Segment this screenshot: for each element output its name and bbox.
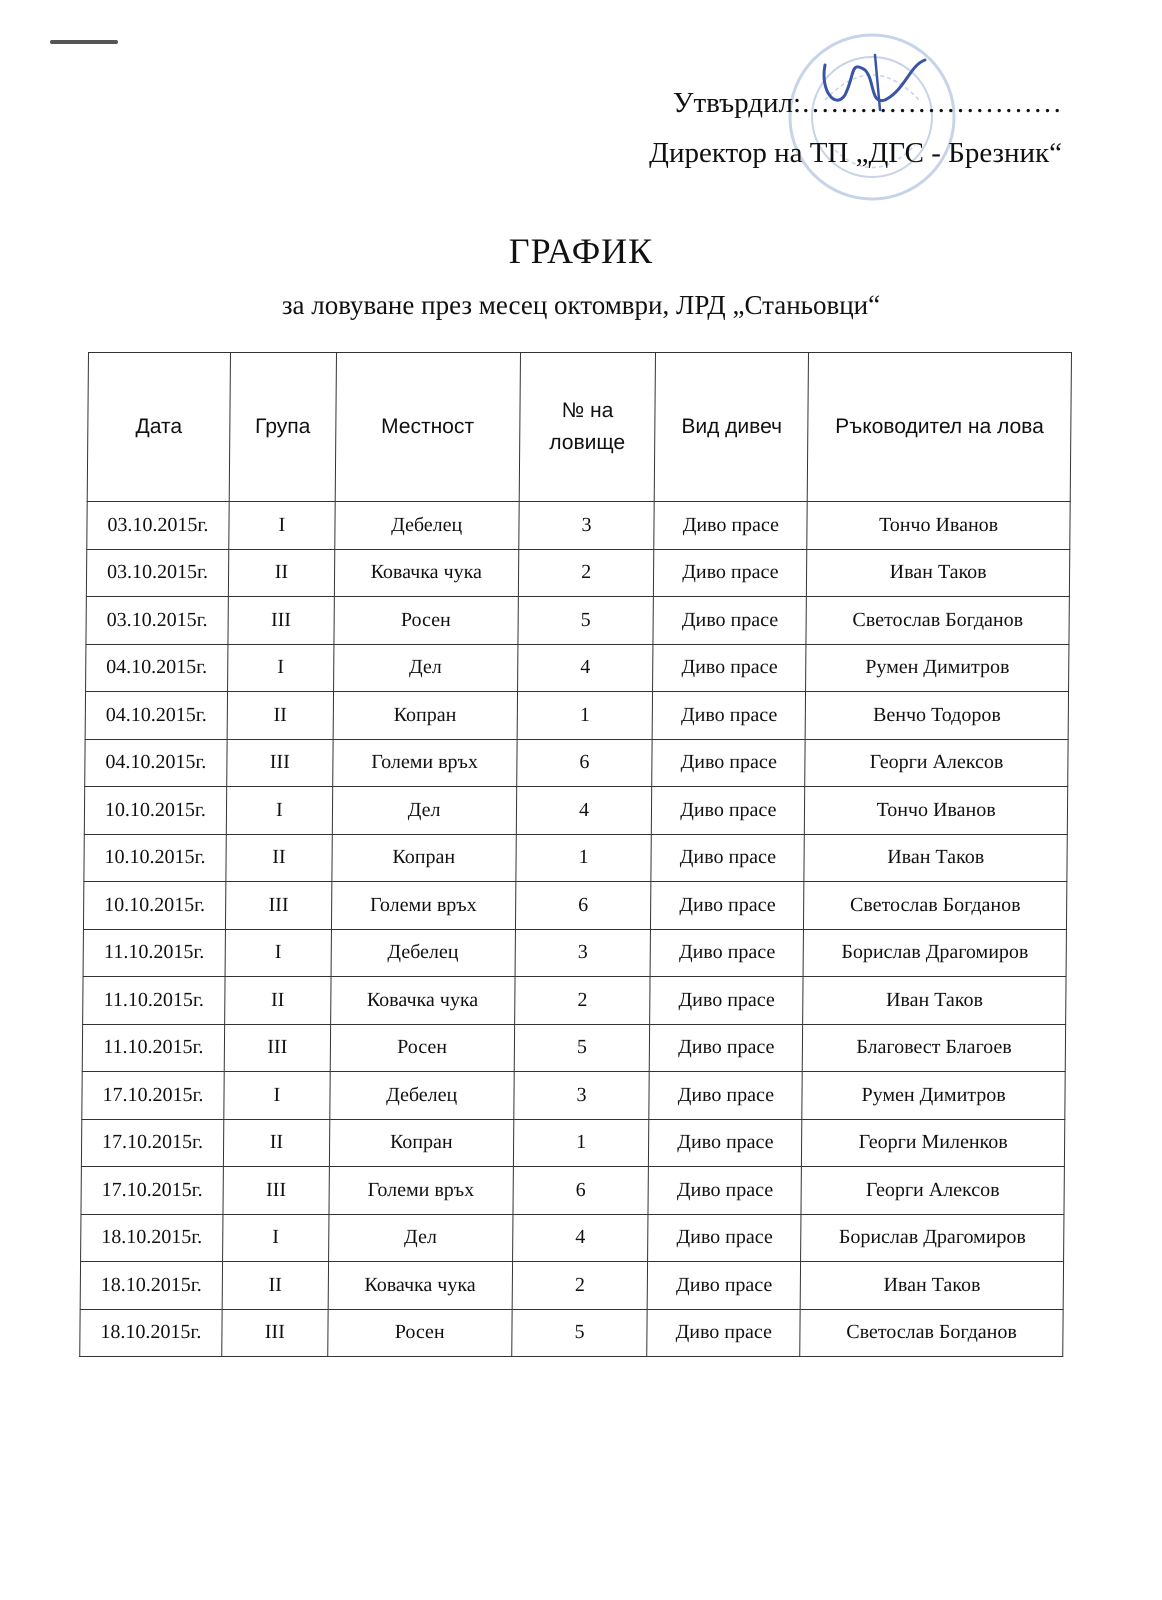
table-body xyxy=(80,502,1070,1357)
hunting-ground-cell: 3 xyxy=(518,502,654,550)
approved-by-line: Утвърдил:……………………… xyxy=(672,87,1062,119)
group-cell: III xyxy=(223,1167,329,1215)
game-type-cell: Диво прасе xyxy=(647,1309,800,1357)
game-type-cell: Диво прасе xyxy=(652,787,805,835)
game-type-cell: Диво прасе xyxy=(651,882,804,930)
date-cell: 10.10.2015г. xyxy=(84,834,226,882)
date-cell: 04.10.2015г. xyxy=(86,644,228,692)
date-cell: 18.10.2015г. xyxy=(80,1262,222,1310)
hunting-ground-cell: 4 xyxy=(512,1214,648,1262)
director-line: Директор на ТП „ДГС - Брезник“ xyxy=(649,137,1062,169)
hunt-leader-cell: Иван Таков xyxy=(807,549,1070,597)
table-row xyxy=(86,549,1069,597)
locality-cell: Големи връх xyxy=(329,1167,513,1215)
locality-cell: Дел xyxy=(333,644,517,692)
game-type-cell: Диво прасе xyxy=(652,739,805,787)
hunting-ground-cell: 3 xyxy=(515,929,651,977)
game-type-cell: Диво прасе xyxy=(650,1024,803,1072)
hunting-ground-cell: 5 xyxy=(511,1309,647,1357)
table-row xyxy=(83,977,1066,1025)
group-cell: III xyxy=(225,882,331,930)
hunt-leader-cell: Благовест Благоев xyxy=(802,1024,1065,1072)
table-row xyxy=(83,882,1066,930)
locality-cell: Дел xyxy=(328,1214,512,1262)
approval-block xyxy=(649,78,1062,178)
locality-cell: Росен xyxy=(334,597,518,645)
column-header-hunt-leader: Ръководител на лова xyxy=(807,353,1071,502)
hunt-leader-cell: Светослав Богданов xyxy=(806,597,1069,645)
game-type-cell: Диво прасе xyxy=(648,1214,801,1262)
group-cell: I xyxy=(226,787,332,835)
header-row xyxy=(87,353,1071,502)
date-cell: 10.10.2015г. xyxy=(84,787,226,835)
scan-artifact-line xyxy=(50,40,118,44)
table-row xyxy=(81,1119,1064,1167)
date-cell: 03.10.2015г. xyxy=(86,597,228,645)
game-type-cell: Диво прасе xyxy=(654,502,807,550)
date-cell: 11.10.2015г. xyxy=(83,977,225,1025)
locality-cell: Росен xyxy=(330,1024,514,1072)
group-cell: II xyxy=(228,549,334,597)
table-row xyxy=(82,1024,1065,1072)
hunt-leader-cell: Румен Димитров xyxy=(802,1072,1065,1120)
table-row xyxy=(85,739,1068,787)
hunting-ground-cell: 1 xyxy=(513,1119,649,1167)
table-header xyxy=(87,353,1071,502)
column-header-group: Група xyxy=(229,353,336,502)
date-cell: 10.10.2015г. xyxy=(83,882,225,930)
hunt-leader-cell: Георги Алексов xyxy=(801,1167,1064,1215)
locality-cell: Големи връх xyxy=(333,739,517,787)
date-cell: 18.10.2015г. xyxy=(81,1214,223,1262)
table-row xyxy=(86,597,1069,645)
hunt-leader-cell: Борислав Драгомиров xyxy=(803,929,1066,977)
group-cell: III xyxy=(224,1024,330,1072)
game-type-cell: Диво прасе xyxy=(649,1072,802,1120)
hunt-leader-cell: Георги Миленков xyxy=(802,1119,1065,1167)
hunt-leader-cell: Румен Димитров xyxy=(806,644,1069,692)
locality-cell: Дел xyxy=(332,787,516,835)
group-cell: II xyxy=(223,1119,329,1167)
group-cell: I xyxy=(227,644,333,692)
group-cell: I xyxy=(222,1214,328,1262)
game-type-cell: Диво прасе xyxy=(650,977,803,1025)
column-header-game-type: Вид дивеч xyxy=(655,353,809,502)
game-type-cell: Диво прасе xyxy=(654,549,807,597)
group-cell: III xyxy=(227,739,333,787)
hunt-leader-cell: Иван Таков xyxy=(800,1262,1063,1310)
group-cell: II xyxy=(226,834,332,882)
locality-cell: Дебелец xyxy=(331,929,515,977)
hunting-ground-cell: 1 xyxy=(517,692,653,740)
table-row xyxy=(80,1262,1063,1310)
hunt-leader-cell: Борислав Драгомиров xyxy=(801,1214,1064,1262)
date-cell: 11.10.2015г. xyxy=(83,929,225,977)
group-cell: II xyxy=(227,692,333,740)
hunting-ground-cell: 2 xyxy=(514,977,650,1025)
group-cell: II xyxy=(222,1262,328,1310)
hunting-ground-cell: 6 xyxy=(515,882,651,930)
game-type-cell: Диво прасе xyxy=(651,834,804,882)
date-cell: 18.10.2015г. xyxy=(80,1309,222,1357)
date-cell: 04.10.2015г. xyxy=(85,739,227,787)
hunting-ground-cell: 5 xyxy=(518,597,654,645)
game-type-cell: Диво прасе xyxy=(653,597,806,645)
date-cell: 17.10.2015г. xyxy=(81,1119,223,1167)
group-cell: III xyxy=(222,1309,328,1357)
locality-cell: Големи връх xyxy=(331,882,515,930)
group-cell: I xyxy=(229,502,335,550)
table-row xyxy=(84,787,1067,835)
hunt-leader-cell: Светослав Богданов xyxy=(800,1309,1063,1357)
hunting-ground-cell: 3 xyxy=(513,1072,649,1120)
hunting-ground-cell: 4 xyxy=(516,787,652,835)
column-header-date: Дата xyxy=(87,353,230,502)
date-cell: 04.10.2015г. xyxy=(85,692,227,740)
column-header-hunting-ground: № на ловище xyxy=(519,353,656,502)
hunting-schedule-table xyxy=(79,352,1072,1357)
group-cell: II xyxy=(225,977,331,1025)
locality-cell: Копран xyxy=(333,692,517,740)
hunting-ground-cell: 2 xyxy=(518,549,654,597)
locality-cell: Дебелец xyxy=(330,1072,514,1120)
game-type-cell: Диво прасе xyxy=(653,692,806,740)
game-type-cell: Диво прасе xyxy=(653,644,806,692)
hunting-ground-cell: 2 xyxy=(512,1262,648,1310)
hunting-ground-cell: 6 xyxy=(513,1167,649,1215)
hunt-leader-cell: Иван Таков xyxy=(803,977,1066,1025)
hunting-ground-cell: 6 xyxy=(516,739,652,787)
date-cell: 11.10.2015г. xyxy=(82,1024,224,1072)
locality-cell: Копран xyxy=(329,1119,513,1167)
locality-cell: Ковачка чука xyxy=(328,1262,512,1310)
hunt-leader-cell: Светослав Богданов xyxy=(804,882,1067,930)
locality-cell: Копран xyxy=(332,834,516,882)
column-header-locality: Местност xyxy=(335,353,520,502)
locality-cell: Ковачка чука xyxy=(330,977,514,1025)
table-row xyxy=(80,1309,1063,1357)
hunt-leader-cell: Венчо Тодоров xyxy=(805,692,1068,740)
table-row xyxy=(81,1167,1064,1215)
hunt-leader-cell: Тончо Иванов xyxy=(805,787,1068,835)
group-cell: I xyxy=(224,1072,330,1120)
locality-cell: Ковачка чука xyxy=(334,549,518,597)
locality-cell: Дебелец xyxy=(335,502,519,550)
game-type-cell: Диво прасе xyxy=(648,1167,801,1215)
table-row xyxy=(84,834,1067,882)
table-row xyxy=(86,644,1069,692)
hunting-ground-cell: 4 xyxy=(517,644,653,692)
table-row xyxy=(81,1214,1064,1262)
table-row xyxy=(85,692,1068,740)
date-cell: 17.10.2015г. xyxy=(81,1167,223,1215)
locality-cell: Росен xyxy=(328,1309,512,1357)
group-cell: I xyxy=(225,929,331,977)
hunt-leader-cell: Иван Таков xyxy=(804,834,1067,882)
document-title: ГРАФИК xyxy=(508,231,654,271)
date-cell: 03.10.2015г. xyxy=(87,502,229,550)
group-cell: III xyxy=(228,597,334,645)
date-cell: 03.10.2015г. xyxy=(86,549,228,597)
hunt-leader-cell: Георги Алексов xyxy=(805,739,1068,787)
table-row xyxy=(82,1072,1065,1120)
hunting-ground-cell: 1 xyxy=(515,834,651,882)
game-type-cell: Диво прасе xyxy=(649,1119,802,1167)
hunting-ground-cell: 5 xyxy=(514,1024,650,1072)
date-cell: 17.10.2015г. xyxy=(82,1072,224,1120)
table-row xyxy=(87,502,1070,550)
document-subtitle: за ловуване през месец октомври, ЛРД „Станьовци“ xyxy=(281,290,881,320)
table-row xyxy=(83,929,1066,977)
hunt-leader-cell: Тончо Иванов xyxy=(807,502,1070,550)
game-type-cell: Диво прасе xyxy=(651,929,804,977)
game-type-cell: Диво прасе xyxy=(648,1262,801,1310)
